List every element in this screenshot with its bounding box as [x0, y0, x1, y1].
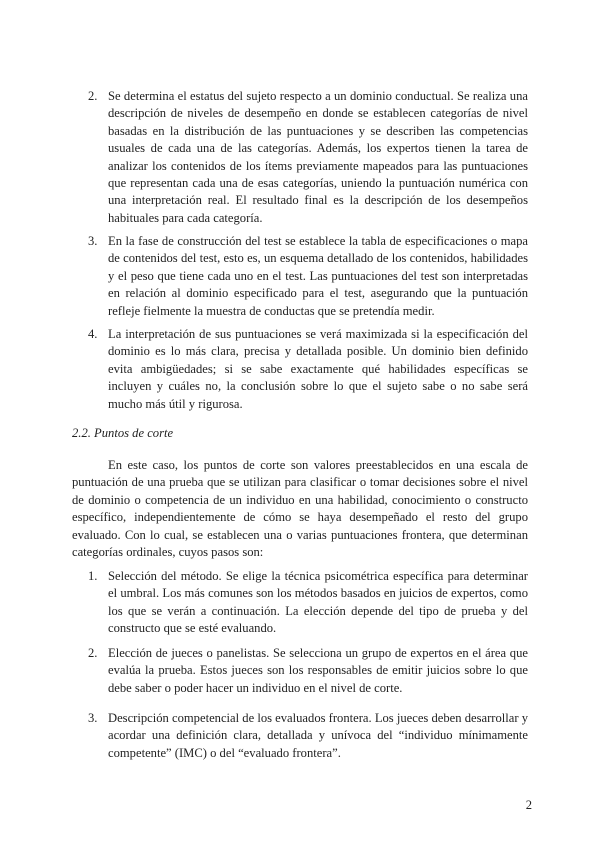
list-item: [88, 326, 528, 413]
list-number: 2.: [88, 646, 98, 660]
list-text: En la fase de construcción del test se establece la tabla de especificaciones o mapa de contenidos del test, esto es, un esquema detallado de los contenidos, habilidades y el peso que tiene cada uno en el test. Las puntuaciones del test son interpretadas en relación al dominio especificado para el test, asegurando que la puntuación refleje fielmente la muestra de conductas que se pretendía medir.: [108, 234, 528, 318]
list-text: Descripción competencial de los evaluados frontera. Los jueces deben desarrollar y acordar una definición clara, detallada y unívoca del “individuo mínimamente competente” (IMC) o del “evaluado frontera”.: [108, 711, 528, 760]
list-text: Elección de jueces o panelistas. Se selecciona un grupo de expertos en el área que evalúa la prueba. Estos jueces son los responsables de emitir juicios sobre lo que debe saber o poder hacer un individuo en el nivel de corte.: [108, 646, 528, 695]
list-number: 3.: [88, 234, 98, 248]
intro-paragraph: En este caso, los puntos de corte son valores preestablecidos en una escala de puntuación de una prueba que se utilizan para clasificar o tomar decisiones sobre el nivel de dominio o competencia de un individuo en una habilidad, conocimiento o constructo específico, independientemente de cómo se haya desempeñado el resto del grupo evaluado. Con lo cual, se establecen una o varias puntuaciones frontera, que determinan categorías ordinales, cuyos pasos son:: [72, 458, 528, 560]
list-number: 3.: [88, 711, 98, 725]
section-heading: 2.2. Puntos de corte: [72, 426, 174, 440]
list-item: [88, 88, 528, 227]
list-number: 2.: [88, 89, 98, 103]
list-item: [88, 233, 528, 320]
list-item: [88, 710, 528, 762]
list-text: Se determina el estatus del sujeto respecto a un dominio conductual. Se realiza una descripción de niveles de desempeño en donde se establecen categorías de nivel basadas en la distribución de las puntuaciones y se describen las competencias usuales de cada una de las categorías. Además, los expertos tienen la tarea de analizar los contenidos de los ítems previamente mapeados para las puntuaciones que representan cada una de esas categorías, uniendo la puntuación numérica con una interpretación real. El resultado final es la descripción de los desempeños habituales para cada categoría.: [108, 89, 528, 225]
list-number: 1.: [88, 569, 98, 583]
list-text: Selección del método. Se elige la técnica psicométrica específica para determinar el umbral. Los más comunes son los métodos basados en juicios de expertos, como los que se verán a continuación. La elección depende del tipo de prueba y del constructo que se esté evaluando.: [108, 569, 528, 636]
page-number: 2: [525, 798, 532, 812]
list-number: 4.: [88, 327, 98, 341]
list-text: La interpretación de sus puntuaciones se verá maximizada si la especificación del dominio es lo más clara, precisa y detallada posible. Un dominio bien definido evita ambigüedades; si se sabe exactamente qué habilidades específicas se incluyen y cuáles no, la conclusión sobre lo que el sujeto sabe o no sabe será mucho más útil y rigurosa.: [108, 327, 528, 411]
list-item: [88, 568, 528, 638]
list-item: [88, 645, 528, 697]
